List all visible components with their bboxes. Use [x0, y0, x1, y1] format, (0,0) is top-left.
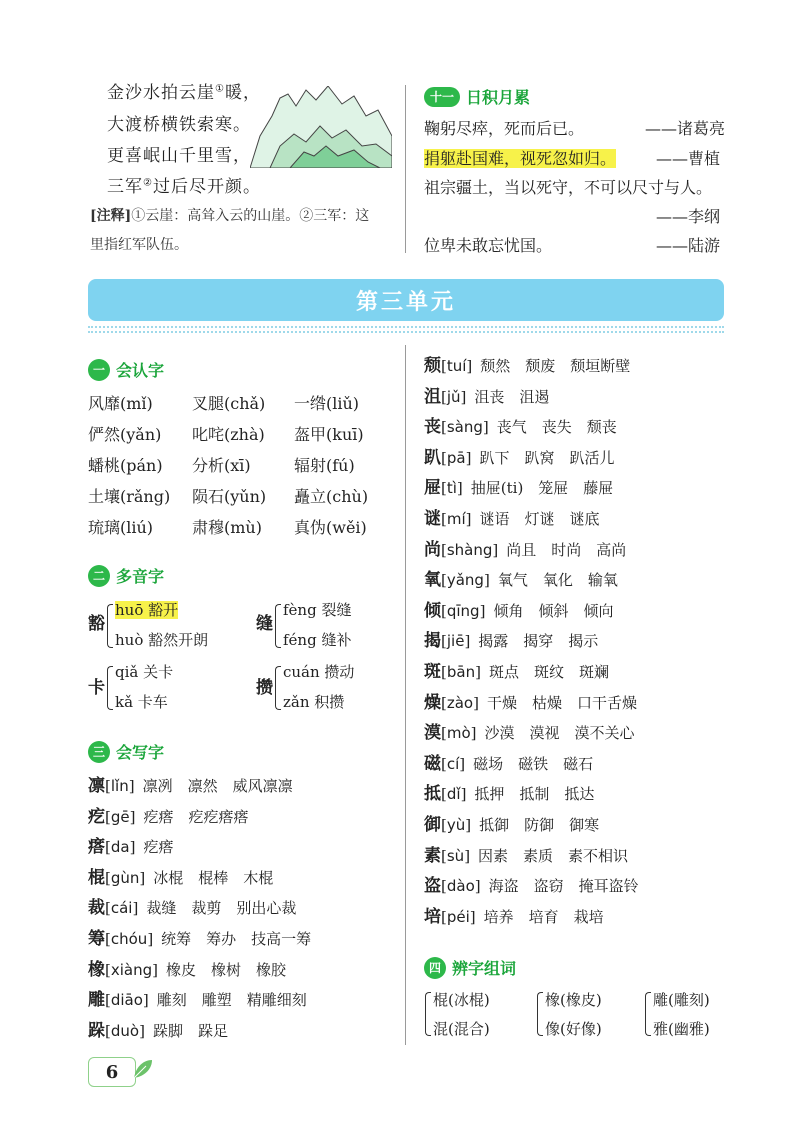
recognize-item: 俨然(yǎn) — [88, 425, 162, 444]
recognize-item: 一绺(liǔ) — [294, 394, 360, 413]
poem-note-line-2: 里指红军队伍。 — [90, 237, 188, 253]
write-char-row: 抵[dǐ] 抵押 抵制 抵达 — [424, 784, 595, 805]
section-11-title: 日积月累 — [466, 88, 531, 107]
quote-4: 位卑未敢忘忧国。 — [424, 236, 553, 255]
write-char-pinyin: da — [110, 838, 130, 857]
write-char-words: 揭露 揭穿 揭示 — [478, 632, 599, 651]
write-char: 培 — [424, 906, 441, 927]
recognize-item: 陨石(yǔn) — [192, 487, 267, 506]
write-char-pinyin: chóu — [110, 930, 148, 948]
write-char-pinyin: zào — [446, 693, 474, 712]
write-char: 沮 — [424, 386, 441, 407]
write-char-words: 培养 培育 栽培 — [483, 907, 604, 926]
write-char: 揭 — [424, 631, 441, 652]
write-char-words: 疙瘩 — [143, 838, 174, 857]
write-char: 尚 — [424, 539, 441, 560]
write-char-words: 磁场 磁铁 磁石 — [473, 754, 594, 773]
write-char-row: 氧[yǎng] 氧气 氧化 输氧 — [424, 570, 618, 591]
write-char: 斑 — [424, 662, 441, 682]
recognize-item: 分析(xī) — [192, 456, 251, 475]
leaf-icon — [132, 1058, 154, 1080]
unit-title-banner: 第三单元 — [88, 279, 724, 321]
quote-2: 捐躯赴国难，视死忽如归。 — [424, 149, 617, 168]
write-char-pinyin: mí — [446, 510, 466, 528]
write-char-pinyin: duò — [110, 1021, 140, 1040]
recognize-item: 真伪(wěi) — [294, 518, 367, 537]
write-char-row: 疙[gē] 疙瘩 疙疙瘩瘩 — [88, 806, 249, 827]
write-char-words: 抽屉(ti) 笼屉 藤屉 — [470, 479, 614, 498]
write-char-words: 尚且 时尚 高尚 — [506, 540, 627, 559]
write-char-pinyin: yù — [446, 816, 466, 834]
recognize-item: 风靡(mǐ) — [88, 394, 153, 413]
write-char: 雕 — [88, 990, 105, 1011]
write-char-words: 抵御 防御 御寒 — [479, 816, 600, 834]
write-char-words: 凛冽 凛然 威风凛凛 — [142, 777, 293, 795]
poem-note-line-1: [注释]①云崖：高耸入云的山崖。②三军：这 — [90, 208, 370, 224]
write-char-pinyin: lǐn — [110, 777, 129, 795]
write-char: 颓 — [424, 356, 441, 376]
page-number: 6 — [88, 1057, 136, 1087]
brace-bracket — [425, 992, 431, 1036]
write-char-row: 倾[qīng] 倾角 倾斜 倾向 — [424, 600, 614, 621]
write-char-row: 趴[pā] 趴下 趴窝 趴活儿 — [424, 447, 615, 468]
write-char-pinyin: xiàng — [110, 960, 153, 979]
write-char-row: 棍[gùn] 冰棍 棍棒 木棍 — [88, 867, 274, 888]
brace-bracket — [537, 992, 543, 1036]
write-char-row: 沮[jǔ] 沮丧 沮遏 — [424, 386, 550, 407]
write-char-pinyin: gùn — [110, 868, 140, 887]
brace-bracket — [107, 666, 113, 710]
polyphone-reading: féng 缝补 — [283, 631, 352, 649]
write-char-row: 斑[bān] 斑点 斑纹 斑斓 — [424, 662, 609, 682]
recognize-item: 蟠桃(pán) — [88, 456, 163, 475]
write-char-row: 尚[shàng] 尚且 时尚 高尚 — [424, 539, 627, 560]
write-char-words: 因素 素质 素不相识 — [478, 846, 629, 865]
write-char-pinyin: yǎng — [446, 571, 484, 590]
write-char: 谜 — [424, 509, 441, 529]
compare-word: 雕(雕刻) — [653, 991, 710, 1009]
write-char-pinyin: diāo — [110, 991, 143, 1010]
write-char-row: 丧[sàng] 丧气 丧失 颓丧 — [424, 417, 617, 438]
quote-1-author: ——诸葛亮 — [645, 119, 726, 138]
section-1-header — [88, 358, 164, 381]
brace-bracket — [645, 992, 651, 1036]
write-char-row: 磁[cí] 磁场 磁铁 磁石 — [424, 753, 594, 774]
recognize-item: 琉璃(liú) — [88, 518, 154, 537]
write-char-words: 丧气 丧失 颓丧 — [496, 418, 617, 437]
write-char: 抵 — [424, 784, 441, 805]
write-char-pinyin: dào — [446, 877, 475, 896]
write-char-row: 裁[cái] 裁缝 裁剪 别出心裁 — [88, 898, 297, 919]
write-char-pinyin: sù — [446, 846, 465, 865]
section-4-title: 辨字组词 — [452, 959, 517, 978]
write-char-words: 冰棍 棍棒 木棍 — [153, 868, 274, 887]
section-3-header — [88, 740, 164, 763]
write-char-row: 筹[chóu] 统筹 筹办 技高一筹 — [88, 929, 312, 949]
write-char-words: 雕刻 雕塑 精雕细刻 — [156, 991, 307, 1010]
write-char-pinyin: mò — [446, 724, 471, 743]
dotted-rule-2 — [88, 331, 724, 333]
polyphone-reading: zǎn 积攒 — [283, 693, 345, 711]
write-char: 凛 — [88, 776, 105, 796]
polyphone-reading: fèng 裂缝 — [283, 601, 352, 619]
recognize-item: 矗立(chù) — [294, 487, 369, 506]
write-char: 趴 — [424, 447, 441, 468]
write-char-words: 裁缝 裁剪 别出心裁 — [146, 899, 297, 918]
write-char-row: 素[sù] 因素 素质 素不相识 — [424, 845, 629, 866]
section-4-badge: 四 — [424, 957, 446, 979]
write-char: 橡 — [88, 959, 105, 980]
write-char: 棍 — [88, 867, 105, 888]
write-char: 筹 — [88, 929, 105, 949]
write-char: 氧 — [424, 570, 441, 591]
write-char-pinyin: shàng — [446, 540, 493, 559]
polyphone-char: 攒 — [256, 678, 273, 698]
write-char: 盗 — [424, 876, 441, 897]
write-char-pinyin: pā — [446, 448, 466, 467]
write-char-words: 趴下 趴窝 趴活儿 — [479, 448, 615, 467]
write-char-pinyin: cái — [110, 899, 133, 918]
write-char-words: 疙瘩 疙疙瘩瘩 — [143, 807, 249, 826]
polyphone-char: 卡 — [88, 678, 105, 698]
write-char-words: 抵押 抵制 抵达 — [474, 785, 595, 804]
recognize-item: 叉腿(chǎ) — [192, 394, 266, 413]
compare-word: 像(好像) — [545, 1020, 602, 1038]
write-char: 屉 — [424, 478, 441, 499]
mountain-illustration — [250, 86, 392, 168]
write-char-pinyin: jǔ — [446, 387, 461, 406]
write-char-row: 瘩[da] 疙瘩 — [88, 837, 174, 858]
poem-line-3: 更喜岷山千里雪， — [107, 146, 251, 166]
compare-word: 混(混合) — [433, 1020, 490, 1038]
write-char: 跺 — [88, 1020, 105, 1041]
write-char-words: 谜语 灯谜 谜底 — [479, 510, 600, 528]
write-char-pinyin: cí — [446, 754, 460, 773]
polyphone-char: 缝 — [256, 614, 273, 634]
section-1-title: 会认字 — [116, 361, 165, 380]
column-divider-main — [405, 345, 406, 1045]
write-char-pinyin: qīng — [446, 601, 480, 620]
section-2-title: 多音字 — [116, 567, 165, 586]
brace-bracket — [107, 604, 113, 648]
write-char-row: 跺[duò] 跺脚 跺足 — [88, 1020, 228, 1041]
write-char-pinyin: gē — [110, 807, 130, 826]
section-1-badge: 一 — [88, 359, 110, 381]
write-char-row: 漠[mò] 沙漠 漠视 漠不关心 — [424, 723, 635, 744]
write-char-words: 沙漠 漠视 漠不关心 — [484, 724, 635, 743]
polyphone-reading: qiǎ 关卡 — [115, 663, 174, 681]
write-char: 丧 — [424, 417, 441, 438]
write-char-row: 凛[lǐn] 凛冽 凛然 威风凛凛 — [88, 776, 293, 796]
write-char: 素 — [424, 845, 441, 866]
write-char-words: 干燥 枯燥 口干舌燥 — [486, 693, 637, 712]
write-char-pinyin: dǐ — [446, 785, 461, 804]
section-3-badge: 三 — [88, 741, 110, 763]
quote-2-author: ——曹植 — [656, 149, 721, 168]
write-char-words: 斑点 斑纹 斑斓 — [488, 663, 609, 681]
quote-4-author: ——陆游 — [656, 236, 721, 255]
write-char-words: 海盗 盗窃 掩耳盗铃 — [488, 877, 639, 896]
write-char-row: 燥[zào] 干燥 枯燥 口干舌燥 — [424, 692, 637, 713]
write-char-pinyin: bān — [446, 663, 476, 681]
write-char-pinyin: sàng — [446, 418, 483, 437]
compare-word: 雅(幽雅) — [653, 1020, 710, 1038]
poem-line-2: 大渡桥横铁索寒。 — [107, 115, 251, 135]
poem-line-1: 金沙水拍云崖①暖， — [107, 83, 261, 103]
write-char-words: 颓然 颓废 颓垣断壁 — [480, 357, 631, 375]
write-char-words: 氧气 氧化 输氧 — [497, 571, 618, 590]
write-char: 裁 — [88, 898, 105, 919]
recognize-item: 盔甲(kuī) — [294, 425, 364, 444]
write-char-row: 雕[diāo] 雕刻 雕塑 精雕细刻 — [88, 990, 307, 1011]
polyphone-char: 豁 — [88, 614, 105, 634]
write-char-pinyin: tì — [446, 479, 457, 498]
write-char-row: 培[péi] 培养 培育 栽培 — [424, 906, 604, 927]
write-char-row: 橡[xiàng] 橡皮 橡树 橡胶 — [88, 959, 286, 980]
write-char-row: 盗[dào] 海盗 盗窃 掩耳盗铃 — [424, 876, 639, 897]
polyphone-reading: cuán 攒动 — [283, 663, 355, 681]
poem-line-4: 三军②过后尽开颜。 — [107, 177, 261, 197]
write-char-pinyin: tuí — [446, 357, 467, 375]
section-11-badge: 十一 — [424, 87, 460, 107]
compare-word: 棍(冰棍) — [433, 991, 490, 1009]
compare-word: 橡(橡皮) — [545, 991, 602, 1009]
quote-1: 鞠躬尽瘁，死而后已。 — [424, 119, 585, 138]
polyphone-reading: huō 豁开 — [115, 601, 179, 619]
write-char-words: 倾角 倾斜 倾向 — [493, 601, 614, 620]
recognize-item: 肃穆(mù) — [192, 518, 262, 537]
write-char: 瘩 — [88, 837, 105, 858]
brace-bracket — [275, 604, 281, 648]
section-2-badge: 二 — [88, 565, 110, 587]
write-char-row: 颓[tuí] 颓然 颓废 颓垣断壁 — [424, 356, 631, 376]
dotted-rule — [88, 326, 724, 328]
recognize-item: 叱咤(zhà) — [192, 425, 265, 444]
write-char-words: 统筹 筹办 技高一筹 — [161, 930, 312, 948]
write-char: 燥 — [424, 692, 441, 713]
write-char-row: 御[yù] 抵御 防御 御寒 — [424, 815, 600, 835]
polyphone-reading: kǎ 卡车 — [115, 693, 168, 711]
brace-bracket — [275, 666, 281, 710]
write-char: 倾 — [424, 600, 441, 621]
write-char-row: 揭[jiē] 揭露 揭穿 揭示 — [424, 631, 599, 652]
section-11-header — [424, 85, 530, 108]
write-char-pinyin: péi — [446, 907, 470, 926]
write-char-row: 谜[mí] 谜语 灯谜 谜底 — [424, 509, 600, 529]
recognize-item: 辐射(fú) — [294, 456, 355, 475]
write-char: 御 — [424, 815, 441, 835]
write-char-row: 屉[tì] 抽屉(ti) 笼屉 藤屉 — [424, 478, 614, 499]
write-char: 漠 — [424, 723, 441, 744]
recognize-item: 土壤(rǎng) — [88, 487, 171, 506]
write-char-pinyin: jiē — [446, 632, 465, 651]
write-char-words: 橡皮 橡树 橡胶 — [165, 960, 286, 979]
polyphone-reading: huò 豁然开朗 — [115, 631, 209, 649]
write-char: 磁 — [424, 753, 441, 774]
section-3-title: 会写字 — [116, 743, 165, 762]
column-divider-top — [405, 85, 406, 253]
section-4-header — [424, 956, 516, 979]
write-char-words: 跺脚 跺足 — [152, 1021, 228, 1040]
write-char-words: 沮丧 沮遏 — [474, 387, 550, 406]
section-2-header — [88, 564, 164, 587]
quote-3: 祖宗疆土，当以死守，不可以尺寸与人。 — [424, 178, 713, 197]
quote-3-author: ——李纲 — [656, 207, 721, 226]
write-char: 疙 — [88, 806, 105, 827]
